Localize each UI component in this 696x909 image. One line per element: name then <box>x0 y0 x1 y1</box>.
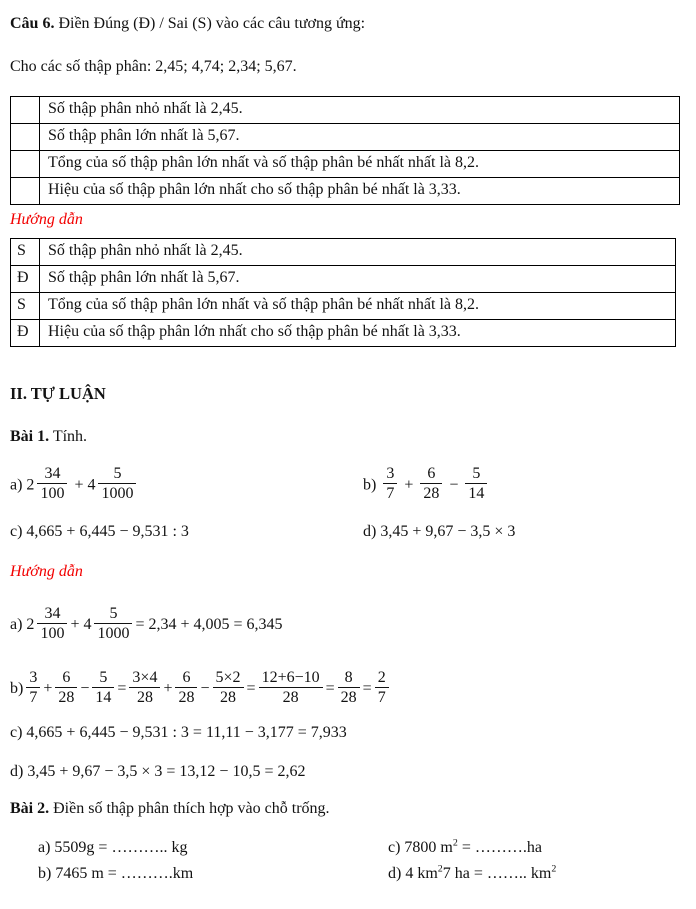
fraction: $\frac{5}{14}$ <box>465 464 487 503</box>
answer-cell: Đ <box>11 320 40 347</box>
table-row <box>11 96 680 123</box>
statement-cell: Tổng của số thập phân lớn nhất và số thập phân bé nhất nhất là 8,2. <box>40 150 680 177</box>
solution-c: c) 4,665 + 6,445 − 9,531 : 3 = 11,11 − 3,177 = 7,933 <box>10 724 347 742</box>
question6-given: Cho các số thập phân: 2,45; 4,74; 2,34; 5,67. <box>10 57 297 75</box>
exercise1-prompt: Tính. <box>49 427 88 445</box>
fraction: $\frac{2}{7}$ <box>375 668 389 707</box>
fraction: $\frac{3}{7}$ <box>26 668 40 707</box>
exercise1-title <box>10 427 686 448</box>
statement-cell: Số thập phân nhỏ nhất là 2,45. <box>40 96 680 123</box>
guide-label-2: Hướng dẫn <box>10 563 83 581</box>
fraction: $\frac{34}{100}$ <box>37 464 67 503</box>
exercise2-prompt: Điền số thập phân thích hợp vào chỗ trống. <box>49 799 330 817</box>
fraction: $\frac{6}{28}$ <box>420 464 442 503</box>
exercise2-item-b: b) 7465 m = ……….km <box>38 865 194 883</box>
problem-c: c) 4,665 + 6,445 − 9,531 : 3 <box>10 522 189 540</box>
statement-cell: Hiệu của số thập phân lớn nhất cho số thập phân bé nhất là 3,33. <box>40 177 680 204</box>
true-false-table-answers <box>10 238 676 347</box>
answer-cell[interactable] <box>11 96 40 123</box>
answer-cell[interactable] <box>11 150 40 177</box>
fraction: $\frac{3\times 4}{28}$ <box>129 668 160 707</box>
answer-cell: S <box>11 239 40 266</box>
problem-a: a) 2 $\frac{34}{100}$ + 4 $\frac{5}{1000}$ <box>10 466 363 505</box>
statement-cell: Số thập phân lớn nhất là 5,67. <box>40 123 680 150</box>
table-row <box>11 177 680 204</box>
statement-cell: Tổng của số thập phân lớn nhất và số thập phân bé nhất nhất là 8,2. <box>40 293 676 320</box>
exercise2-item-c: c) 7800 $m^2$ = ……….ha <box>388 837 542 856</box>
exercise2-items <box>10 838 686 886</box>
true-false-table-blank <box>10 96 680 205</box>
exercise2-item-d: d) 4 $km^27$ ha = …….. $km^2$ <box>388 864 557 883</box>
exercise1-problems-row1 <box>10 460 686 512</box>
fraction: $\frac{8}{28}$ <box>338 668 360 707</box>
exercise1-problems-row2 <box>10 522 686 543</box>
fraction: $\frac{5}{1000}$ <box>98 464 136 503</box>
statement-cell: Hiệu của số thập phân lớn nhất cho số thập phân bé nhất là 3,33. <box>40 320 676 347</box>
table-row <box>11 293 676 320</box>
solution-d: d) 3,45 + 9,67 − 3,5 × 3 = 13,12 − 10,5 = 2,62 <box>10 763 306 781</box>
fraction: $\frac{3}{7}$ <box>383 464 397 503</box>
exercise2-title <box>10 799 686 820</box>
fraction: $\frac{34}{100}$ <box>37 604 67 643</box>
exercise2-label: Bài 2. <box>10 799 50 817</box>
question6-prompt: Điền Đúng (Đ) / Sai (S) vào các câu tương ứng: <box>54 15 366 32</box>
fraction: $\frac{6}{28}$ <box>55 668 77 707</box>
table-row <box>11 123 680 150</box>
fraction: $\frac{5}{1000}$ <box>94 604 132 643</box>
fraction: $\frac{6}{28}$ <box>175 668 197 707</box>
answer-cell[interactable] <box>11 123 40 150</box>
table-row <box>11 239 676 266</box>
exercise1-label: Bài 1. <box>10 427 50 445</box>
solution-a: a) 2 $\frac{34}{100}$ + 4 $\frac{5}{1000}$ = 2,34 + 4,005 = 6,345 <box>10 604 283 642</box>
fraction: $\frac{12+6-10}{28}$ <box>259 668 323 707</box>
question6-label: Câu 6. <box>10 15 55 32</box>
answer-cell[interactable] <box>11 177 40 204</box>
question6-title <box>10 14 686 35</box>
fraction: $\frac{5}{14}$ <box>92 668 114 707</box>
answer-cell: Đ <box>11 266 40 293</box>
section-title: II. TỰ LUẬN <box>10 384 106 404</box>
fraction: $\frac{5\times 2}{28}$ <box>213 668 244 707</box>
solution-b: b) $\frac{3}{7}$ + $\frac{6}{28}$ − $\frac{5}{14}$ = $\frac{3\times 4}{28}$ + $\frac{6}{28}$ − $\frac{5\times 2}{28}$ = $\frac{12+6-10}{28}$ = $\frac{8}{28}$ = $\frac{2}{7}$ <box>10 663 686 715</box>
problem-b: b) $\frac{3}{7}$ + $\frac{6}{28}$ − $\frac{5}{14}$ <box>363 466 686 505</box>
answer-cell: S <box>11 293 40 320</box>
exercise2-item-a: a) 5509g = ……….. kg <box>38 838 188 856</box>
problem-d: d) 3,45 + 9,67 − 3,5 × 3 <box>363 522 516 540</box>
table-row <box>11 320 676 347</box>
table-row <box>11 150 680 177</box>
statement-cell: Số thập phân nhỏ nhất là 2,45. <box>40 239 676 266</box>
table-row <box>11 266 676 293</box>
guide-label-1: Hướng dẫn <box>10 210 83 228</box>
statement-cell: Số thập phân lớn nhất là 5,67. <box>40 266 676 293</box>
